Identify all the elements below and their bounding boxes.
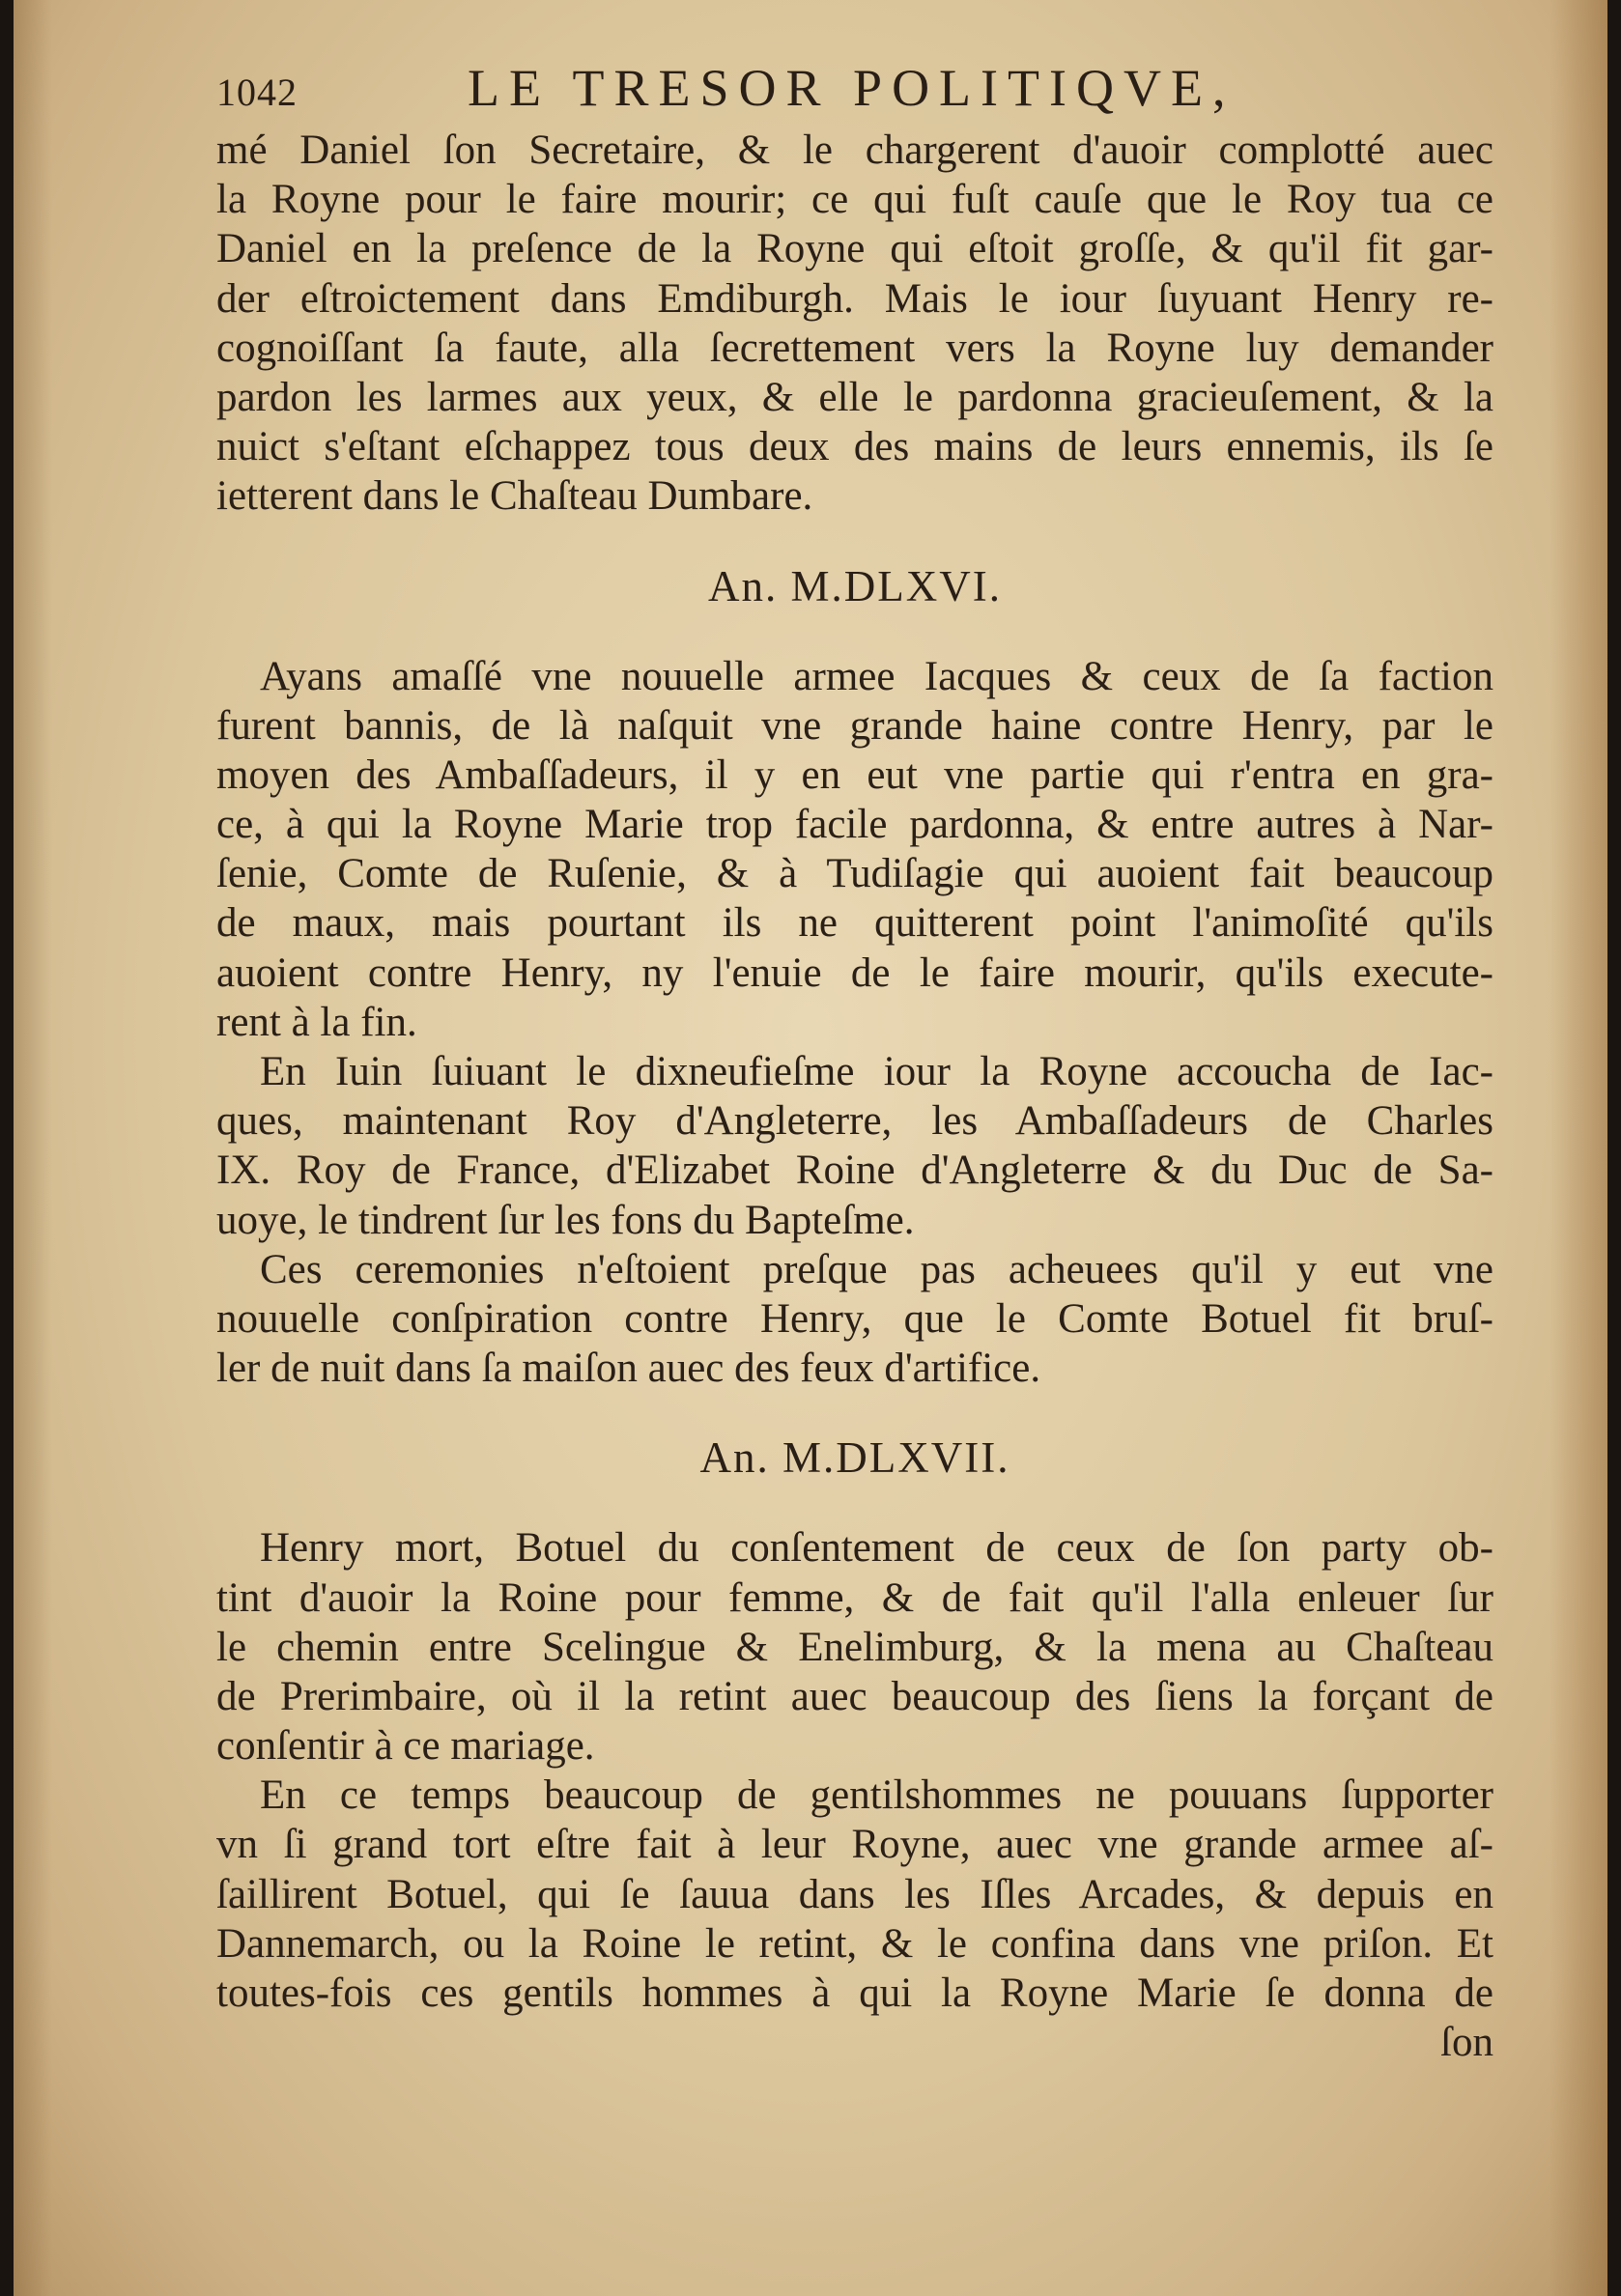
text-line: ietterent dans le Chaſteau Dumbare.: [216, 473, 813, 520]
text-line: le chemin entre Scelingue & Enelimburg, & la mena au Chaſteau: [216, 1624, 1493, 1670]
text-line: rent à la fin.: [216, 999, 417, 1045]
text-line: der eſtroictement dans Emdiburgh. Mais le iour ſuyuant Henry re-: [216, 275, 1493, 322]
page-number: 1042: [216, 71, 298, 114]
text-line: Ces ceremonies n'eſtoient preſque pas acheuees qu'il y eut vne: [260, 1246, 1493, 1292]
section-heading: An. M.DLXVII.: [699, 1433, 1010, 1483]
text-line: de Prerimbaire, où il la retint auec beaucoup des ſiens la forçant de: [216, 1673, 1493, 1719]
text-line: Dannemarch, ou la Roine le retint, & le confina dans vne priſon. Et: [216, 1920, 1493, 1967]
text-line: de maux, mais pourtant ils ne quitterent point l'animoſité qu'ils: [216, 900, 1493, 947]
text-line: ques, maintenant Roy d'Angleterre, les Ambaſſadeurs de Charles: [216, 1098, 1493, 1145]
text-line: IX. Roy de France, d'Elizabet Roine d'Angleterre & du Duc de Sa-: [216, 1148, 1493, 1194]
text-line: ſaillirent Botuel, qui ſe ſauua dans les Iſles Arcades, & depuis en: [216, 1871, 1493, 1917]
text-line: vn ſi grand tort eſtre fait à leur Royne, auec vne grande armee aſ-: [216, 1822, 1493, 1868]
text-line: ce, à qui la Royne Marie trop facile pardonna, & entre autres à Nar-: [216, 802, 1493, 848]
text-line: tint d'auoir la Roine pour femme, & de fait qu'il l'alla enleuer ſur: [216, 1574, 1493, 1621]
text-line: nuict s'eſtant eſchappez tous deux des mains de leurs ennemis, ils ſe: [216, 424, 1493, 470]
text-line: cognoiſſant ſa faute, alla ſecrettement vers la Royne luy demander: [216, 325, 1493, 371]
catchword: ſon: [1440, 2020, 1493, 2066]
text-line: toutes-fois ces gentils hommes à qui la Royne Marie ſe donna de: [216, 1970, 1493, 2016]
text-line: En Iuin ſuiuant le dixneufieſme iour la Royne accoucha de Iac-: [260, 1049, 1493, 1094]
text-line: En ce temps beaucoup de gentilshommes ne pouuans ſupporter: [260, 1772, 1493, 1819]
running-title: LE TRESOR POLITIQVE,: [468, 59, 1236, 117]
book-page: [14, 0, 1607, 2296]
text-line: la Royne pour le faire mourir; ce qui fuſt cauſe que le Roy tua ce: [216, 177, 1493, 223]
text-line: Daniel en la preſence de la Royne qui eſtoit groſſe, & qu'il fit gar-: [216, 226, 1493, 272]
text-line: nouuelle conſpiration contre Henry, que le Comte Botuel fit bruſ-: [216, 1295, 1493, 1342]
text-line: mé Daniel ſon Secretaire, & le chargerent d'auoir complotté auec: [216, 128, 1493, 173]
text-line: furent bannis, de là naſquit vne grande haine contre Henry, par le: [216, 702, 1493, 749]
text-line: ler de nuit dans ſa maiſon auec des feux d'artifice.: [216, 1346, 1041, 1392]
section-heading: An. M.DLXVI.: [708, 561, 1002, 610]
page-header: [216, 58, 1493, 126]
text-line: pardon les larmes aux yeux, & elle le pardonna gracieuſement, & la: [216, 374, 1493, 420]
page-text: [216, 58, 1493, 2067]
text-line: auoient contre Henry, ny l'enuie de le faire mourir, qu'ils execute-: [216, 950, 1493, 996]
text-line: moyen des Ambaſſadeurs, il y en eut vne partie qui r'entra en gra-: [216, 751, 1493, 798]
text-line: Ayans amaſſé vne nouuelle armee Iacques & ceux de ſa faction: [260, 653, 1493, 699]
text-line: ſenie, Comte de Ruſenie, & à Tudiſagie qui auoient fait beaucoup: [216, 851, 1493, 897]
text-line: conſentir à ce mariage.: [216, 1723, 595, 1770]
text-line: Henry mort, Botuel du conſentement de ceux de ſon party ob-: [260, 1525, 1493, 1572]
text-line: uoye, le tindrent ſur les fons du Bapteſme.: [216, 1197, 915, 1243]
